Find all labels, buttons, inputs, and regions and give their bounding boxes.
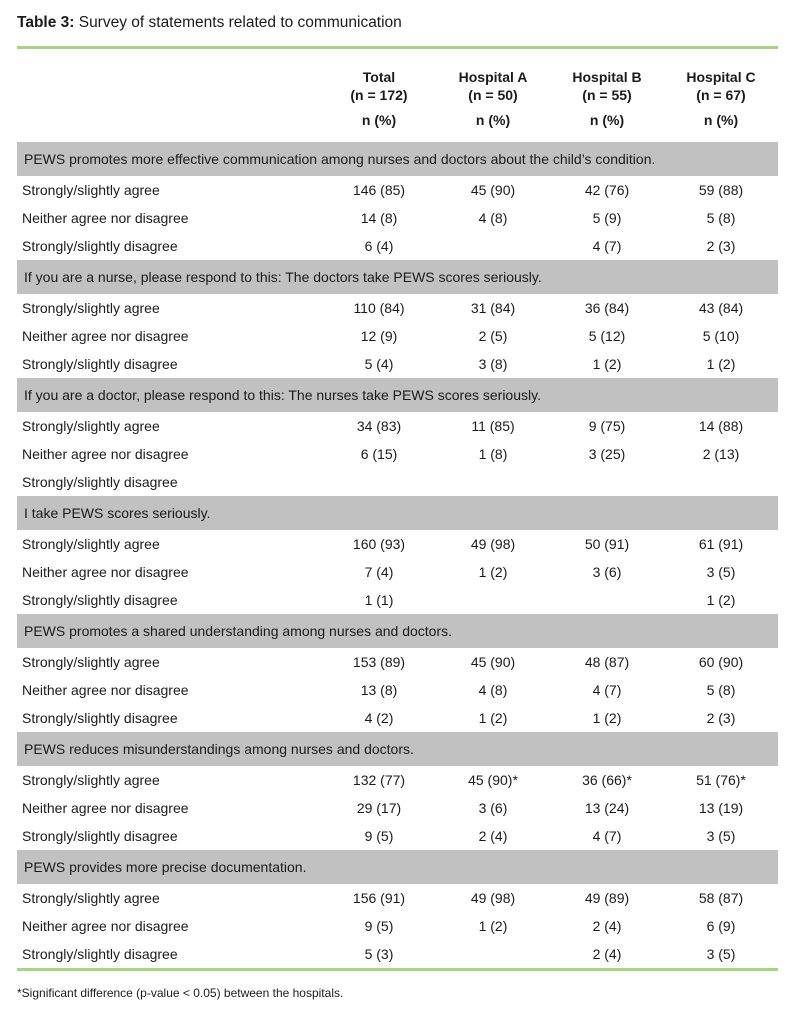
cell-value: [322, 468, 436, 496]
cell-value: 2 (4): [436, 822, 550, 850]
cell-value: 31 (84): [436, 294, 550, 322]
column-header-hospital-c: [664, 49, 778, 142]
section-statement: I take PEWS scores seriously.: [17, 496, 778, 530]
cell-value: 36 (84): [550, 294, 664, 322]
cell-value: 153 (89): [322, 648, 436, 676]
row-label: Strongly/slightly agree: [17, 648, 322, 676]
cell-value: 49 (98): [436, 884, 550, 912]
table-row: [17, 586, 778, 614]
cell-value: 2 (3): [664, 232, 778, 260]
column-sub: n (%): [475, 112, 511, 128]
table-row: [17, 558, 778, 586]
cell-value: 6 (15): [322, 440, 436, 468]
cell-value: 2 (5): [436, 322, 550, 350]
section-statement: If you are a doctor, please respond to this: The nurses take PEWS scores seriously.: [17, 378, 778, 412]
cell-value: 2 (4): [550, 912, 664, 940]
survey-table-body: [17, 142, 778, 968]
cell-value: 132 (77): [322, 766, 436, 794]
column-name: Hospital C: [686, 69, 756, 85]
cell-value: 6 (9): [664, 912, 778, 940]
table-row: [17, 204, 778, 232]
table-row: [17, 676, 778, 704]
cell-value: 146 (85): [322, 176, 436, 204]
row-label: Strongly/slightly disagree: [17, 822, 322, 850]
table-row: [17, 822, 778, 850]
cell-value: 5 (8): [664, 204, 778, 232]
cell-value: [436, 586, 550, 614]
table-header: [17, 49, 778, 142]
column-n: (n = 67): [696, 87, 746, 103]
table-row: [17, 794, 778, 822]
row-label: Neither agree nor disagree: [17, 440, 322, 468]
row-label: Neither agree nor disagree: [17, 912, 322, 940]
cell-value: 1 (1): [322, 586, 436, 614]
cell-value: 110 (84): [322, 294, 436, 322]
cell-value: 34 (83): [322, 412, 436, 440]
section-header-row: [17, 496, 778, 530]
table-title-text: Survey of statements related to communication: [74, 14, 402, 31]
section-statement: PEWS provides more precise documentation.: [17, 850, 778, 884]
cell-value: 4 (7): [550, 232, 664, 260]
cell-value: 11 (85): [436, 412, 550, 440]
cell-value: 12 (9): [322, 322, 436, 350]
row-label: Strongly/slightly disagree: [17, 704, 322, 732]
row-label: Neither agree nor disagree: [17, 204, 322, 232]
table-title: [17, 13, 778, 33]
table-row: [17, 294, 778, 322]
cell-value: 3 (5): [664, 558, 778, 586]
survey-table: [17, 49, 778, 968]
column-header-hospital-b: [550, 49, 664, 142]
cell-value: 5 (4): [322, 350, 436, 378]
statement-column-header: [17, 49, 322, 142]
cell-value: 7 (4): [322, 558, 436, 586]
column-name: Total: [362, 69, 396, 85]
cell-value: 1 (2): [550, 350, 664, 378]
row-label: Neither agree nor disagree: [17, 558, 322, 586]
cell-value: 1 (2): [436, 704, 550, 732]
cell-value: 156 (91): [322, 884, 436, 912]
header-row: [17, 49, 778, 142]
table-row: [17, 704, 778, 732]
cell-value: 3 (5): [664, 940, 778, 968]
section-header-row: [17, 614, 778, 648]
cell-value: 3 (25): [550, 440, 664, 468]
cell-value: 14 (8): [322, 204, 436, 232]
cell-value: 42 (76): [550, 176, 664, 204]
row-label: Neither agree nor disagree: [17, 676, 322, 704]
table-row: [17, 468, 778, 496]
section-header-row: [17, 732, 778, 766]
cell-value: 4 (2): [322, 704, 436, 732]
cell-value: 1 (2): [664, 586, 778, 614]
cell-value: 9 (75): [550, 412, 664, 440]
table-row: [17, 884, 778, 912]
row-label: Strongly/slightly agree: [17, 176, 322, 204]
column-n: (n = 172): [350, 87, 408, 103]
section-statement: PEWS reduces misunderstandings among nurses and doctors.: [17, 732, 778, 766]
cell-value: 13 (24): [550, 794, 664, 822]
cell-value: 61 (91): [664, 530, 778, 558]
section-header-row: [17, 378, 778, 412]
cell-value: 5 (10): [664, 322, 778, 350]
cell-value: 45 (90): [436, 176, 550, 204]
cell-value: 1 (8): [436, 440, 550, 468]
cell-value: 50 (91): [550, 530, 664, 558]
cell-value: 3 (5): [664, 822, 778, 850]
column-n: (n = 50): [468, 87, 518, 103]
cell-value: 51 (76)*: [664, 766, 778, 794]
cell-value: 36 (66)*: [550, 766, 664, 794]
table-row: [17, 440, 778, 468]
cell-value: 5 (8): [664, 676, 778, 704]
table-row: [17, 322, 778, 350]
row-label: Strongly/slightly disagree: [17, 586, 322, 614]
column-sub: n (%): [589, 112, 625, 128]
cell-value: 4 (7): [550, 822, 664, 850]
cell-value: 9 (5): [322, 912, 436, 940]
table-row: [17, 912, 778, 940]
cell-value: 9 (5): [322, 822, 436, 850]
row-label: Strongly/slightly disagree: [17, 940, 322, 968]
cell-value: 1 (2): [436, 558, 550, 586]
cell-value: [436, 232, 550, 260]
cell-value: 49 (98): [436, 530, 550, 558]
row-label: Neither agree nor disagree: [17, 322, 322, 350]
table-row: [17, 350, 778, 378]
cell-value: 48 (87): [550, 648, 664, 676]
row-label: Strongly/slightly disagree: [17, 350, 322, 378]
cell-value: 59 (88): [664, 176, 778, 204]
row-label: Strongly/slightly agree: [17, 884, 322, 912]
section-header-row: [17, 142, 778, 176]
section-statement: PEWS promotes a shared understanding among nurses and doctors.: [17, 614, 778, 648]
section-header-row: [17, 850, 778, 884]
column-n: (n = 55): [582, 87, 632, 103]
cell-value: 3 (6): [436, 794, 550, 822]
cell-value: 1 (2): [550, 704, 664, 732]
bottom-rule: [17, 968, 778, 971]
cell-value: 160 (93): [322, 530, 436, 558]
section-statement: PEWS promotes more effective communication among nurses and doctors about the child’s condition.: [17, 142, 778, 176]
cell-value: [436, 940, 550, 968]
table-row: [17, 530, 778, 558]
section-statement: If you are a nurse, please respond to this: The doctors take PEWS scores seriously.: [17, 260, 778, 294]
column-header-hospital-a: [436, 49, 550, 142]
cell-value: 45 (90)*: [436, 766, 550, 794]
cell-value: 4 (8): [436, 204, 550, 232]
cell-value: 2 (4): [550, 940, 664, 968]
column-sub: n (%): [361, 112, 397, 128]
cell-value: 3 (6): [550, 558, 664, 586]
row-label: Strongly/slightly disagree: [17, 468, 322, 496]
row-label: Strongly/slightly agree: [17, 766, 322, 794]
cell-value: 58 (87): [664, 884, 778, 912]
cell-value: 45 (90): [436, 648, 550, 676]
cell-value: 13 (19): [664, 794, 778, 822]
column-sub: n (%): [703, 112, 739, 128]
table-number-label: Table 3:: [17, 14, 75, 31]
column-name: Hospital A: [458, 69, 528, 85]
cell-value: 49 (89): [550, 884, 664, 912]
cell-value: 5 (12): [550, 322, 664, 350]
cell-value: 2 (3): [664, 704, 778, 732]
cell-value: 5 (9): [550, 204, 664, 232]
cell-value: 43 (84): [664, 294, 778, 322]
cell-value: [550, 586, 664, 614]
cell-value: 29 (17): [322, 794, 436, 822]
row-label: Strongly/slightly agree: [17, 530, 322, 558]
footnote: *Significant difference (p-value < 0.05) between the hospitals.: [17, 986, 344, 1000]
table-row: [17, 648, 778, 676]
cell-value: 4 (8): [436, 676, 550, 704]
table-row: [17, 412, 778, 440]
cell-value: 1 (2): [436, 912, 550, 940]
row-label: Strongly/slightly agree: [17, 412, 322, 440]
cell-value: [550, 468, 664, 496]
cell-value: 1 (2): [664, 350, 778, 378]
cell-value: 14 (88): [664, 412, 778, 440]
cell-value: 13 (8): [322, 676, 436, 704]
table-row: [17, 176, 778, 204]
cell-value: 60 (90): [664, 648, 778, 676]
cell-value: 5 (3): [322, 940, 436, 968]
cell-value: 6 (4): [322, 232, 436, 260]
cell-value: 4 (7): [550, 676, 664, 704]
row-label: Strongly/slightly agree: [17, 294, 322, 322]
cell-value: 3 (8): [436, 350, 550, 378]
row-label: Strongly/slightly disagree: [17, 232, 322, 260]
table-row: [17, 232, 778, 260]
table-row: [17, 940, 778, 968]
table-row: [17, 766, 778, 794]
cell-value: 2 (13): [664, 440, 778, 468]
cell-value: [436, 468, 550, 496]
section-header-row: [17, 260, 778, 294]
column-header-total: [322, 49, 436, 142]
cell-value: [664, 468, 778, 496]
row-label: Neither agree nor disagree: [17, 794, 322, 822]
column-name: Hospital B: [572, 69, 642, 85]
